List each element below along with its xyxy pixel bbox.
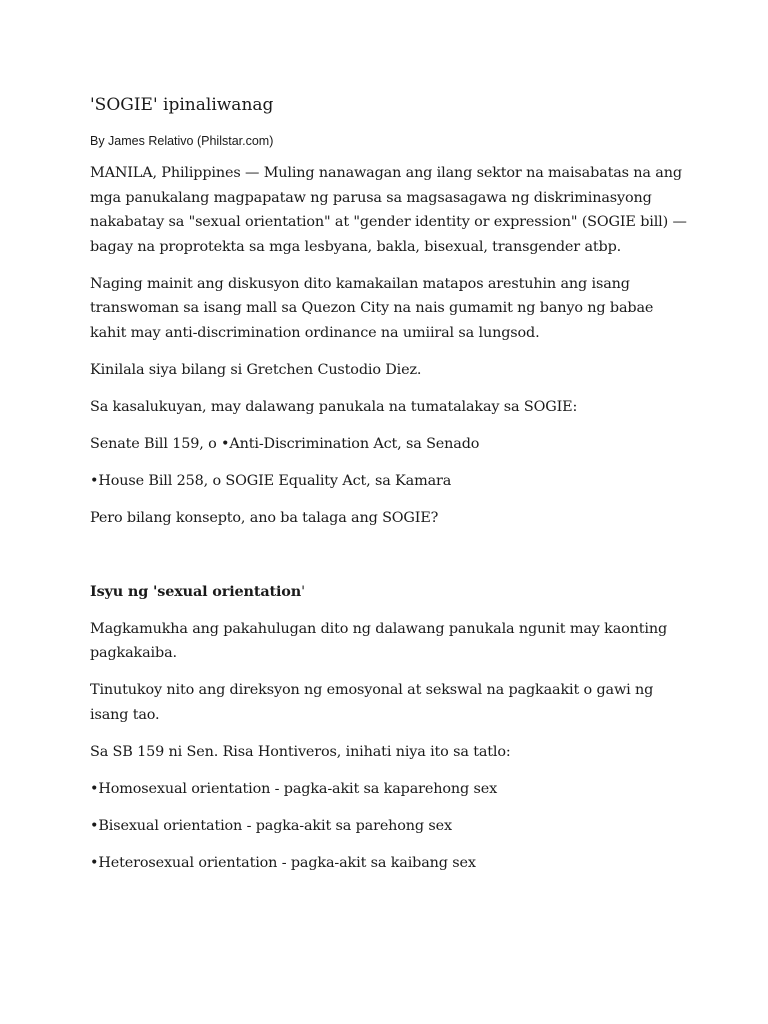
paragraph: Pero bilang konsepto, ano ba talaga ang SOGIE? — [90, 509, 439, 526]
section-heading-text: Isyu ng 'sexual orientation — [90, 582, 302, 600]
document-page — [90, 94, 690, 888]
paragraph: Tinutukoy nito ang direksyon ng emosyonal at sekswal na pagkaakit o gawi ng isang tao. — [90, 682, 654, 723]
article-title: 'SOGIE' ipinaliwanag — [90, 95, 274, 115]
bill-item: •House Bill 258, o SOGIE Equality Act, sa Kamara — [90, 472, 452, 489]
paragraph: Sa SB 159 ni Sen. Risa Hontiveros, inihati niya ito sa tatlo: — [90, 743, 511, 760]
section-heading — [90, 580, 690, 605]
list-item: •Heterosexual orientation - pagka-akit sa kaibang sex — [90, 854, 476, 871]
section-heading-tail: ' — [301, 583, 305, 600]
article-byline: By James Relativo (Philstar.com) — [90, 134, 274, 148]
intro-section — [90, 161, 690, 530]
paragraph: Sa kasalukuyan, may dalawang panukala na tumatalakay sa SOGIE: — [90, 398, 578, 415]
list-item: •Homosexual orientation - pagka-akit sa kaparehong sex — [90, 780, 498, 797]
paragraph: Naging mainit ang diskusyon dito kamakailan matapos arestuhin ang isang transwoman sa isang mall sa Quezon City na nais gumamit ng banyo ng babae kahit may anti-discrimination ordinance na umiiral sa lungsod. — [90, 275, 654, 341]
section-spacer — [90, 543, 690, 580]
sexual-orientation-section — [90, 580, 690, 876]
bill-item: Senate Bill 159, o •Anti-Discrimination Act, sa Senado — [90, 435, 480, 452]
list-item: •Bisexual orientation - pagka-akit sa parehong sex — [90, 817, 452, 834]
paragraph: MANILA, Philippines — Muling nanawagan ang ilang sektor na maisabatas na ang mga panukalang magpapataw ng parusa sa magsasagawa ng diskriminasyong nakabatay sa "sexual orientation" at "gender identity or expression" (SOGIE bill) — bagay na proprotekta sa mga lesbyana, bakla, bisexual, transgender atbp. — [90, 165, 687, 255]
paragraph: Magkamukha ang pakahulugan dito ng dalawang panukala ngunit may kaonting pagkakaiba. — [90, 620, 668, 661]
paragraph: Kinilala siya bilang si Gretchen Custodio Diez. — [90, 361, 422, 378]
